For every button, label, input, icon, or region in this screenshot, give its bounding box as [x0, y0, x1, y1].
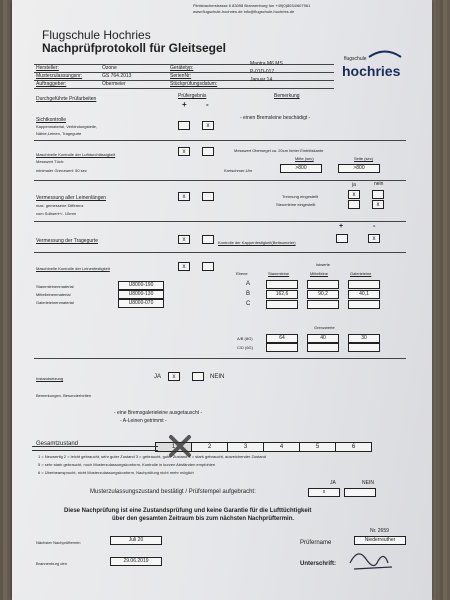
stamm-material[interactable]: U8000-190: [118, 281, 164, 290]
logo-hochries: hochries: [342, 63, 401, 79]
muster-nein-label: NEIN: [362, 480, 374, 486]
muster-ja-label: JA: [330, 480, 336, 486]
gesamt-note3: 6 = Überbeansprucht, nicht Musterzulassungskonform, Nachprüfung nicht mehr möglich: [38, 470, 194, 475]
col-pruefergebnis: Prüfergebnis: [178, 93, 207, 99]
mittel-label: Mittelleinenmaterial: [36, 292, 71, 297]
col-pruefarbeiten: Durchgeführte Prüfarbeiten: [36, 96, 97, 102]
instand-ja-checkbox[interactable]: x: [168, 372, 180, 381]
instand-ja: JA: [154, 374, 162, 380]
b-stamm-cell[interactable]: 162,6: [266, 290, 298, 299]
col-galerieleine: Galerieleine: [350, 271, 372, 276]
value-seriennr: P-01D-017: [250, 69, 275, 75]
zustand-1[interactable]: 1: [155, 442, 192, 452]
trage-minus-checkbox[interactable]: [202, 235, 214, 244]
signature-icon: [348, 545, 398, 573]
ab-label: A/B (8G): [237, 336, 253, 341]
value-hersteller: Ozone: [102, 65, 117, 71]
luft-seite-value[interactable]: >800: [338, 164, 380, 173]
a-stamm-cell[interactable]: [266, 280, 298, 289]
label-geraetetyp: Gerätetyp:: [170, 65, 194, 71]
ab-grenz-3[interactable]: 30: [348, 334, 380, 343]
row-a-label: A: [246, 281, 251, 287]
muster-label: Musterzulassungszustand bestätigt / Prüfstempel aufgebracht:: [90, 489, 256, 495]
label-auftraggeber: Auftraggeber:: [36, 81, 67, 87]
value-auftraggeber: Obermeier: [102, 81, 126, 87]
vermessung-plus-checkbox[interactable]: x: [178, 192, 190, 201]
zustand-6[interactable]: 6: [335, 442, 372, 452]
cd-label: C/D (6G): [237, 345, 253, 350]
page-title: Nachprüfprotokoll für Gleitsegel: [42, 41, 227, 55]
col-mittelleine: Mittelleine: [310, 271, 329, 276]
gesamt-note2: 5 = sehr stark gebraucht, noch Musterzulassungskonform, Kontrolle in kurzen Abständen empfohlen: [38, 462, 216, 467]
datum-value[interactable]: 29.06.2019: [110, 557, 162, 566]
row-b-label: B: [246, 291, 251, 297]
a-mittel-cell[interactable]: [307, 280, 339, 289]
luft-uhr: Kretschmer-Uhr: [224, 168, 253, 173]
bem-title: Bemerkungen, Besonderheiten: [36, 393, 92, 398]
steuer-nein-checkbox[interactable]: x: [372, 200, 384, 209]
b-gal-cell[interactable]: 40,1: [348, 290, 380, 299]
ort-label: Brannenburg den: [36, 561, 67, 566]
col-minus: -: [206, 100, 209, 109]
trage-plus-checkbox[interactable]: x: [178, 235, 190, 244]
glider-logo-icon: [367, 48, 403, 58]
muster-nein-checkbox[interactable]: [344, 488, 376, 497]
luft-mitte-value[interactable]: >800: [280, 164, 322, 173]
sicht-plus-checkbox[interactable]: [178, 121, 190, 130]
kappe-minus-checkbox[interactable]: x: [368, 234, 380, 243]
luft-plus-checkbox[interactable]: x: [178, 147, 190, 156]
sicht-line1: Kappenmaterial, Verbindungsteile,: [36, 124, 97, 129]
mittel-material[interactable]: U8000-130: [118, 290, 164, 299]
zustand-3[interactable]: 3: [227, 442, 264, 452]
ab-grenz-1[interactable]: 64: [266, 334, 298, 343]
kappe-minus: -: [373, 223, 376, 230]
cd-grenz-1[interactable]: [266, 343, 298, 352]
stamm-label: Stammleinenmaterial: [36, 284, 74, 289]
gal-material[interactable]: U8000-070: [118, 299, 164, 308]
company-address: Flintsbacherstrasse 6 83098 Brannenburg fon +49(0)8034/607961: [193, 3, 311, 8]
sicht-title: Sichtkontrolle: [36, 117, 67, 123]
steuer-ja-checkbox[interactable]: [348, 200, 360, 209]
trenn-nein-checkbox[interactable]: [372, 190, 384, 199]
naechst-label: Nächster Nachprüftermin: [36, 540, 81, 545]
instand-nein-checkbox[interactable]: [192, 372, 204, 381]
unterschrift-label: Unterschrift:: [300, 561, 337, 567]
value-geraetetyp: Mantra M6 MS: [250, 61, 283, 67]
kappe-label: Kontrolle der Kappenfestigkeit(Bettsometer): [218, 240, 296, 245]
col-bemerkung: Bemerkung: [274, 93, 300, 99]
luft-minus-checkbox[interactable]: [202, 147, 214, 156]
col-plus: +: [182, 100, 187, 109]
pruefer-label: Prüfername: [300, 540, 332, 546]
c-stamm-cell[interactable]: [266, 300, 298, 309]
label-musterzulassung: Musterzulassungsnr:: [36, 73, 83, 79]
gesamt-note1: 1 = Neuwertig 2 = leicht gebraucht, sehr guter Zustand 3 = gebraucht, guter Zustand 4 = stark gebraucht, ausreichender Zustand: [38, 454, 266, 459]
instand-title: Instandsetzung: [36, 376, 64, 381]
leinen-istwerte: Istwerte: [316, 262, 331, 267]
vermessung-nein: nein: [374, 181, 384, 187]
c-mittel-cell[interactable]: [307, 300, 339, 309]
naechst-value[interactable]: Juli 20: [110, 536, 162, 545]
label-stueckpruefung: Stückprüfungsdatum:: [170, 81, 218, 87]
leinen-ebene: Ebene: [236, 271, 248, 276]
sicht-line2: Nähte,Leinen, Tragegurte: [36, 131, 82, 136]
luft-mess: Messwert Obersegel ca. 20cm hinter Eintrittskante: [234, 148, 324, 153]
protocol-sheet: [12, 0, 432, 600]
leinen-grenzwerte: Grenzwerte: [314, 325, 335, 330]
value-stueckpruefung: Januar 14: [250, 77, 273, 83]
bem-line2: - A-Leinen getrimmt -: [120, 418, 167, 424]
zustand-2[interactable]: 2: [191, 442, 228, 452]
vermessung-line2: vom Sollwert+/- 10mm: [36, 211, 76, 216]
zustand-4[interactable]: 4: [263, 442, 300, 452]
cd-grenz-3[interactable]: [348, 343, 380, 352]
zustand-5[interactable]: 5: [299, 442, 336, 452]
luft-mitte-label: Mitte (sec): [295, 156, 314, 161]
logo-small: flugschule: [344, 56, 367, 62]
company-name: Flugschule Hochries: [42, 28, 151, 42]
pruefer-value[interactable]: Niederreuther: [354, 536, 406, 545]
leinen-plus-checkbox[interactable]: x: [178, 262, 190, 271]
vermessung-ja: ja: [352, 182, 356, 188]
kappe-plus-checkbox[interactable]: [336, 234, 348, 243]
col-stammleine: Stammleine: [268, 271, 290, 276]
luft-line2: minimaler Grenzwert: 50 sec: [36, 168, 87, 173]
gal-label: Galerieleinenmaterial: [36, 300, 74, 305]
vermessung-line1: max. gemessene Differenz: [36, 203, 84, 208]
vermessung-minus-checkbox[interactable]: [202, 192, 214, 201]
ab-grenz-2[interactable]: 40: [307, 334, 339, 343]
sicht-minus-checkbox[interactable]: x: [202, 121, 214, 130]
b-mittel-cell[interactable]: 90,2: [307, 290, 339, 299]
leinen-minus-checkbox[interactable]: [202, 262, 214, 271]
kappe-plus: +: [339, 223, 344, 230]
luft-title: Maschinelle Kontrolle der Luftdurchlässigkeit: [36, 152, 116, 157]
value-musterzulassung: GS 764.2013: [102, 73, 132, 79]
luft-line1: Messwert Tüch:: [36, 159, 65, 164]
trage-title: Vermessung der Tragegurte: [36, 238, 98, 244]
cd-grenz-2[interactable]: [307, 343, 339, 352]
sicht-remark: - einen Bremsleine beschädigt -: [240, 115, 311, 121]
vermessung-title: Vermessung aller Leinenlängen: [36, 195, 107, 201]
muster-ja-checkbox[interactable]: x: [308, 488, 340, 497]
vermessung-trenn: Trennung eingestellt: [282, 194, 319, 199]
label-hersteller: Hersteller:: [36, 65, 59, 71]
bem-line1: - eine Bremsgalerieleine ausgetauscht -: [114, 410, 203, 416]
row-c-label: C: [246, 301, 251, 307]
c-gal-cell[interactable]: [348, 300, 380, 309]
a-gal-cell[interactable]: [348, 280, 380, 289]
label-seriennr: SerienNr:: [170, 73, 192, 79]
luft-seite-label: Seite (sec): [354, 156, 374, 161]
footer-line2: über den gesamten Zeitraum bis zum nächsten Nachprüftermin.: [112, 516, 295, 522]
protocol-number: Nr. 2659: [370, 528, 389, 534]
instand-nein: NEIN: [210, 374, 225, 380]
vermessung-steuer: Steuerleine eingestellt: [276, 202, 316, 207]
trenn-ja-checkbox[interactable]: x: [348, 190, 360, 199]
leinen-title: Maschinelle Kontrolle der Leinenfestigkeit: [36, 266, 110, 271]
gesamt-title: Gesamtzustand: [36, 441, 79, 447]
footer-line1: Diese Nachprüfung ist eine Zustandsprüfung und keine Garantie für die Lufttüchtigkeit: [64, 508, 312, 514]
company-web: www.flugschule-hochries.de info@flugschule-hochries.de: [193, 9, 295, 14]
